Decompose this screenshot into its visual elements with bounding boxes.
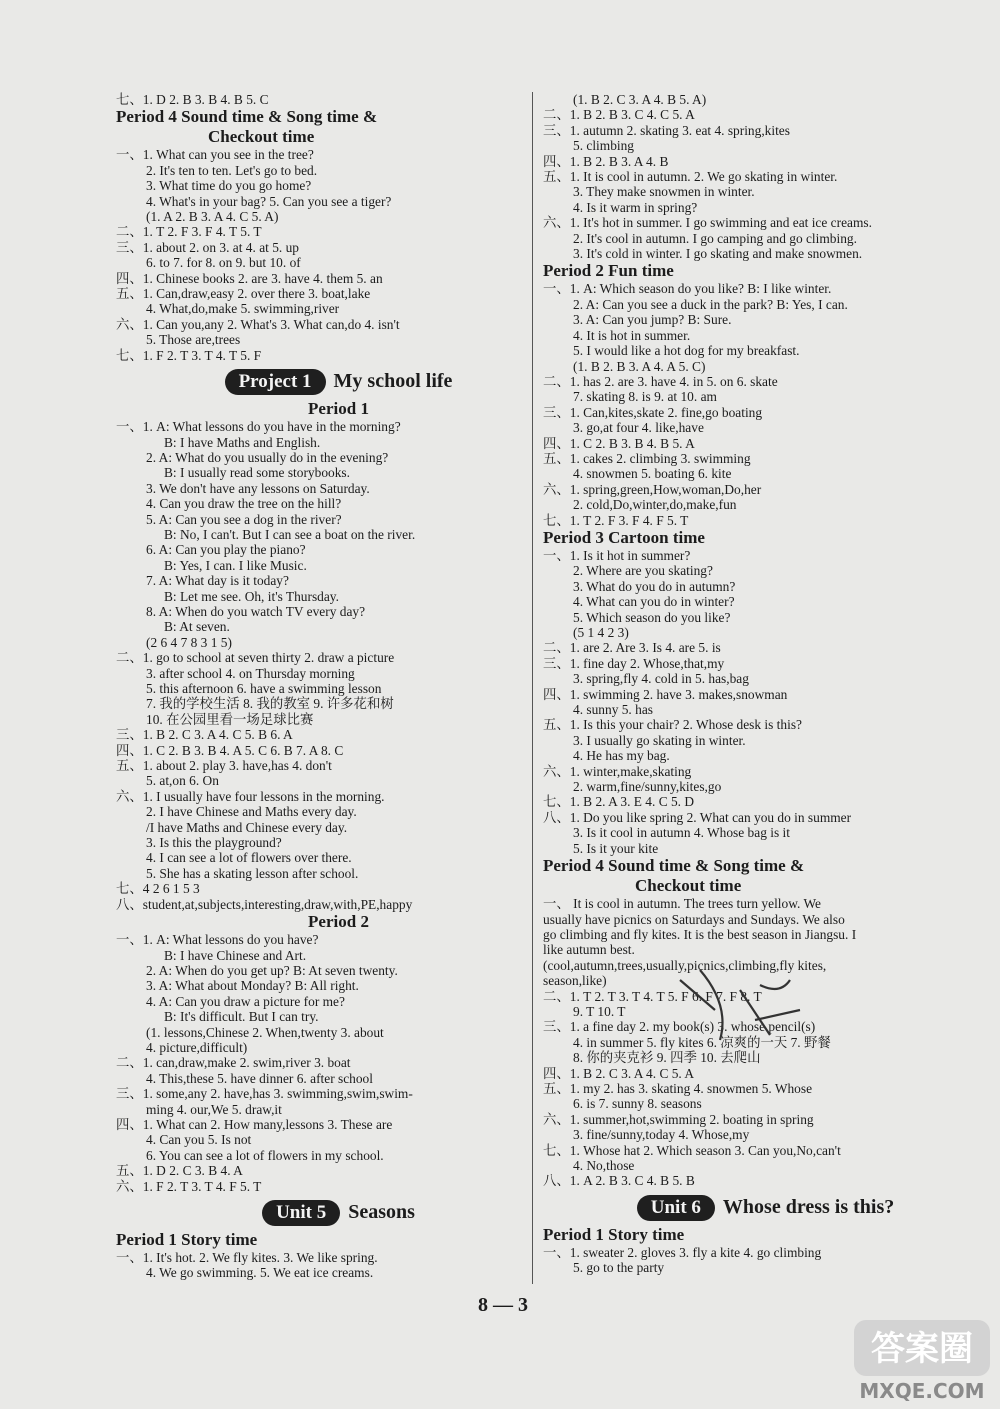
answer-line: 9. T 10. T <box>573 1003 626 1019</box>
handwritten-marks <box>660 950 810 1060</box>
answer-line: 3. Is it cool in autumn 4. Whose bag is it <box>573 825 790 841</box>
answer-line: 五、1. cakes 2. climbing 3. swimming <box>543 450 751 466</box>
answer-line: 4. snowmen 5. boating 6. kite <box>573 466 732 482</box>
answer-line: 三、1. autumn 2. skating 3. eat 4. spring,kites <box>543 122 790 138</box>
answer-line: 二、1. can,draw,make 2. swim,river 3. boat <box>116 1055 351 1071</box>
answer-line: 2. I have Chinese and Maths every day. <box>146 804 357 820</box>
answer-line: (cool,autumn,trees,usually,picnics,climbing,fly kites, <box>543 957 827 973</box>
answer-line: 5. I would like a hot dog for my breakfast. <box>573 343 800 359</box>
answer-line: 四、1. Chinese books 2. are 3. have 4. them 5. an <box>116 270 383 286</box>
answer-line: 3. What time do you go home? <box>146 178 312 194</box>
answer-line: 8. 你的夹克衫 9. 四季 10. 去爬山 <box>573 1050 761 1066</box>
answer-line: 3. A: Can you jump? B: Sure. <box>573 312 732 328</box>
answer-line: (2 6 4 7 8 3 1 5) <box>146 634 232 650</box>
answer-line: B: I have Maths and English. <box>164 434 321 450</box>
left-column <box>116 92 561 1281</box>
answer-line: 六、1. winter,make,skating <box>543 763 692 779</box>
answer-line: 2. A: When do you get up? B: At seven twenty. <box>146 962 398 978</box>
answer-line: (1. B 2. B 3. A 4. A 5. C) <box>573 358 706 374</box>
answer-line: 6. A: Can you play the piano? <box>146 542 306 558</box>
period-heading-continued: Checkout time <box>208 127 315 147</box>
answer-line: 二、1. T 2. F 3. F 4. T 5. T <box>116 224 262 240</box>
answer-line: 7. skating 8. is 9. at 10. am <box>573 389 717 405</box>
answer-line: 3. Is this the playground? <box>146 835 282 851</box>
answer-line: 4. picture,difficult) <box>146 1039 248 1055</box>
answer-line: 一、 It is cool in autumn. The trees turn yellow. We <box>543 896 821 912</box>
answer-line: B: I usually read some storybooks. <box>164 465 350 481</box>
answer-line: 四、1. B 2. C 3. A 4. C 5. A <box>543 1065 695 1081</box>
answer-line: 五、1. about 2. play 3. have,has 4. don't <box>116 758 332 774</box>
answer-line: (1. lessons,Chinese 2. When,twenty 3. about <box>146 1024 384 1040</box>
answer-line: 4. I can see a lot of flowers over there. <box>146 850 352 866</box>
answer-line: B: It's difficult. But I can try. <box>164 1009 319 1025</box>
answer-line: 二、1. go to school at seven thirty 2. draw a picture <box>116 650 395 666</box>
answer-line: 10. 在公园里看一场足球比赛 <box>146 711 314 727</box>
answer-line: /I have Maths and Chinese every day. <box>146 819 348 835</box>
answer-line: 八、1. Do you like spring 2. What can you do in summer <box>543 809 852 825</box>
unit-title: Seasons <box>348 1201 415 1224</box>
answer-line: 2. It's ten to ten. Let's go to bed. <box>146 162 318 178</box>
answer-line: 2. It's cool in autumn. I go camping and go climbing. <box>573 230 857 246</box>
answer-line: 二、1. are 2. Are 3. Is 4. are 5. is <box>543 640 721 656</box>
answer-line: 五、1. Can,draw,easy 2. over there 3. boat,lake <box>116 286 371 302</box>
period-heading-continued: Checkout time <box>635 876 742 896</box>
answer-line: 4. He has my bag. <box>573 748 670 764</box>
answer-line: 4. This,these 5. have dinner 6. after school <box>146 1070 373 1086</box>
answer-line: 2. Where are you skating? <box>573 563 713 579</box>
answer-line: 四、1. swimming 2. have 3. makes,snowman <box>543 686 788 702</box>
answer-line: 一、1. What can you see in the tree? <box>116 147 314 163</box>
answer-line: 六、1. summer,hot,swimming 2. boating in spring <box>543 1111 814 1127</box>
unit-title: My school life <box>333 370 453 393</box>
answer-line: 6. to 7. for 8. on 9. but 10. of <box>146 255 301 271</box>
answer-line: B: At seven. <box>164 619 230 635</box>
answer-line: 5. at,on 6. On <box>146 773 219 789</box>
answer-line: 4. Can you 5. Is not <box>146 1132 252 1148</box>
answer-line: 三、1. some,any 2. have,has 3. swimming,swim,swim- <box>116 1086 413 1102</box>
answer-line: 一、1. sweater 2. gloves 3. fly a kite 4. go climbing <box>543 1244 822 1260</box>
answer-line: 3. We don't have any lessons on Saturday. <box>146 480 370 496</box>
period-heading: Period 1 Story time <box>116 1230 258 1249</box>
page-number: 8 — 3 <box>478 1294 528 1316</box>
unit-heading <box>543 1193 988 1223</box>
answer-line: season,like) <box>543 973 607 989</box>
answer-line: 3. spring,fly 4. cold in 5. has,bag <box>573 671 749 687</box>
answer-line: 一、1. Is it hot in summer? <box>543 547 691 563</box>
answer-line: 一、1. A: What lessons do you have in the morning? <box>116 419 401 435</box>
answer-line: 八、1. A 2. B 3. C 4. B 5. B <box>543 1173 695 1189</box>
answer-line: 2. warm,fine/sunny,kites,go <box>573 779 722 795</box>
period-heading: Period 4 Sound time & Song time & <box>543 856 805 876</box>
answer-line: 2. A: Can you see a duck in the park? B: Yes, I can. <box>573 296 848 312</box>
answer-line: 6. is 7. sunny 8. seasons <box>573 1096 702 1112</box>
svg-text:MXQE.COM: MXQE.COM <box>859 1379 985 1403</box>
watermark-logo <box>848 1316 996 1404</box>
answer-line: go climbing and fly kites. It is the best season in Jiangsu. I <box>543 926 857 942</box>
answer-line: 七、1. F 2. T 3. T 4. T 5. F <box>116 347 262 363</box>
answer-line: 5. A: Can you see a dog in the river? <box>146 511 342 527</box>
unit-title: Whose dress is this? <box>722 1196 895 1219</box>
period-heading: Period 1 Story time <box>543 1224 685 1244</box>
answer-line: ming 4. our,We 5. draw,it <box>146 1101 282 1117</box>
answer-line: (1. B 2. C 3. A 4. B 5. A) <box>573 92 707 107</box>
answer-line: 3. after school 4. on Thursday morning <box>146 665 355 681</box>
unit-badge: Unit 6 <box>637 1195 715 1221</box>
answer-line: 五、1. Is this your chair? 2. Whose desk is this? <box>543 717 802 733</box>
answer-line: 5. go to the party <box>573 1260 665 1276</box>
answer-line: (1. A 2. B 3. A 4. C 5. A) <box>146 209 279 225</box>
answer-line: 一、1. A: Which season do you like? B: I like winter. <box>543 281 832 297</box>
answer-line: usually have picnics on Saturdays and Sundays. We also <box>543 911 845 927</box>
answer-line: B: I have Chinese and Art. <box>164 947 307 963</box>
answer-line: 4. What,do,make 5. swimming,river <box>146 301 340 317</box>
answer-line: 2. cold,Do,winter,do,make,fun <box>573 497 737 513</box>
answer-line: B: No, I can't. But I can see a boat on the river. <box>164 526 416 542</box>
answer-line: 六、1. Can you,any 2. What's 3. What can,do 4. isn't <box>116 316 400 332</box>
period-heading: Period 1 <box>308 399 369 419</box>
answer-line: 4. It is hot in summer. <box>573 327 691 343</box>
answer-line: B: Yes, I can. I like Music. <box>164 557 307 573</box>
answer-line: 七、4 2 6 1 5 3 <box>116 881 200 897</box>
answer-line: 3. They make snowmen in winter. <box>573 184 755 200</box>
answer-line: 4. A: Can you draw a picture for me? <box>146 993 345 1009</box>
answer-line: 3. It's cold in winter. I go skating and make snowmen. <box>573 246 863 262</box>
answer-line: 四、1. What can 2. How many,lessons 3. These are <box>116 1116 393 1132</box>
answer-line: 5. Those are,trees <box>146 332 241 348</box>
answer-line: 一、1. It's hot. 2. We fly kites. 3. We like spring. <box>116 1250 378 1265</box>
answer-line: (5 1 4 2 3) <box>573 625 629 640</box>
answer-line: B: Let me see. Oh, it's Thursday. <box>164 588 339 604</box>
answer-line: 7. 我的学校生活 8. 我的教室 9. 许多花和树 <box>146 696 394 712</box>
answer-line: 3. fine/sunny,today 4. Whose,my <box>573 1127 750 1143</box>
answer-line: 四、1. C 2. B 3. B 4. B 5. A <box>543 435 695 451</box>
unit-heading <box>116 1198 561 1228</box>
answer-line: 二、1. T 2. T 3. T 4. T 5. F 6. F 7. F 8. T <box>543 988 762 1004</box>
answer-line: 5. Which season do you like? <box>573 609 731 625</box>
unit-badge: Project 1 <box>225 369 326 395</box>
answer-line: 8. A: When do you watch TV every day? <box>146 603 366 619</box>
answer-line: 3. I usually go skating in winter. <box>573 732 746 748</box>
answer-line: 5. She has a skating lesson after school. <box>146 865 359 881</box>
answer-line: 五、1. D 2. C 3. B 4. A <box>116 1163 243 1179</box>
answer-line: 三、1. about 2. on 3. at 4. at 5. up <box>116 239 299 255</box>
period-heading: Period 2 Fun time <box>543 261 674 281</box>
answer-line: 六、1. spring,green,How,woman,Do,her <box>543 481 762 497</box>
answer-line: 七、1. B 2. A 3. E 4. C 5. D <box>543 794 695 810</box>
answer-line: 4. Can you draw the tree on the hill? <box>146 496 342 512</box>
answer-line: 四、1. C 2. B 3. B 4. A 5. C 6. B 7. A 8. C <box>116 742 344 758</box>
answer-line: 4. What can you do in winter? <box>573 594 735 610</box>
answer-line: 二、1. has 2. are 3. have 4. in 5. on 6. skate <box>543 373 778 389</box>
answer-line: 4. We go swimming. 5. We eat ice creams. <box>146 1265 374 1281</box>
answer-line: 三、1. fine day 2. Whose,that,my <box>543 655 725 671</box>
unit-heading <box>116 367 561 397</box>
answer-line: 5. this afternoon 6. have a swimming lesson <box>146 681 382 696</box>
answer-line: 五、1. my 2. has 3. skating 4. snowmen 5. Whose <box>543 1080 813 1096</box>
right-column <box>543 92 988 1276</box>
period-heading: Period 2 <box>308 912 369 932</box>
answer-line: 5. climbing <box>573 138 634 154</box>
answer-line: 4. What's in your bag? 5. Can you see a tiger? <box>146 193 392 209</box>
answer-line: 七、1. D 2. B 3. B 4. B 5. C <box>116 92 269 107</box>
answer-line: 5. Is it your kite <box>573 840 659 856</box>
answer-line: 6. You can see a lot of flowers in my school. <box>146 1147 384 1163</box>
answer-line: 2. A: What do you usually do in the evening? <box>146 449 389 465</box>
period-heading: Period 4 Sound time & Song time & <box>116 107 378 127</box>
answer-line: 4. in summer 5. fly kites 6. 凉爽的一天 7. 野餐 <box>573 1034 831 1050</box>
answer-line: 八、student,at,subjects,interesting,draw,with,PE,happy <box>116 896 413 912</box>
answer-line: 七、1. T 2. F 3. F 4. F 5. T <box>543 512 689 528</box>
answer-line: 七、1. Whose hat 2. Which season 3. Can you,No,can't <box>543 1142 841 1158</box>
answer-line: 7. A: What day is it today? <box>146 573 289 589</box>
answer-line: 一、1. A: What lessons do you have? <box>116 932 319 948</box>
answer-line: 二、1. B 2. B 3. C 4. C 5. A <box>543 107 695 123</box>
svg-text:答案圈: 答案圈 <box>871 1329 973 1369</box>
answer-line: like autumn best. <box>543 942 635 958</box>
answer-line: 3. A: What about Monday? B: All right. <box>146 978 359 994</box>
answer-line: 六、1. I usually have four lessons in the morning. <box>116 788 385 804</box>
answer-line: 4. Is it warm in spring? <box>573 199 698 215</box>
answer-line: 4. No,those <box>573 1158 635 1173</box>
answer-line: 三、1. a fine day 2. my book(s) 3. whose pencil(s) <box>543 1019 816 1035</box>
answer-line: 六、1. F 2. T 3. T 4. F 5. T <box>116 1178 262 1194</box>
answer-line: 五、1. It is cool in autumn. 2. We go skating in winter. <box>543 169 838 185</box>
answer-line: 3. go,at four 4. like,have <box>573 420 704 436</box>
unit-badge: Unit 5 <box>262 1200 340 1226</box>
answer-line: 四、1. B 2. B 3. A 4. B <box>543 153 669 169</box>
answer-line: 3. What do you do in autumn? <box>573 578 736 594</box>
answer-line: 三、1. B 2. C 3. A 4. C 5. B 6. A <box>116 727 293 743</box>
answer-line: 六、1. It's hot in summer. I go swimming and eat ice creams. <box>543 215 872 231</box>
answer-line: 4. sunny 5. has <box>573 702 653 718</box>
period-heading: Period 3 Cartoon time <box>543 527 705 547</box>
answer-line: 三、1. Can,kites,skate 2. fine,go boating <box>543 404 763 420</box>
